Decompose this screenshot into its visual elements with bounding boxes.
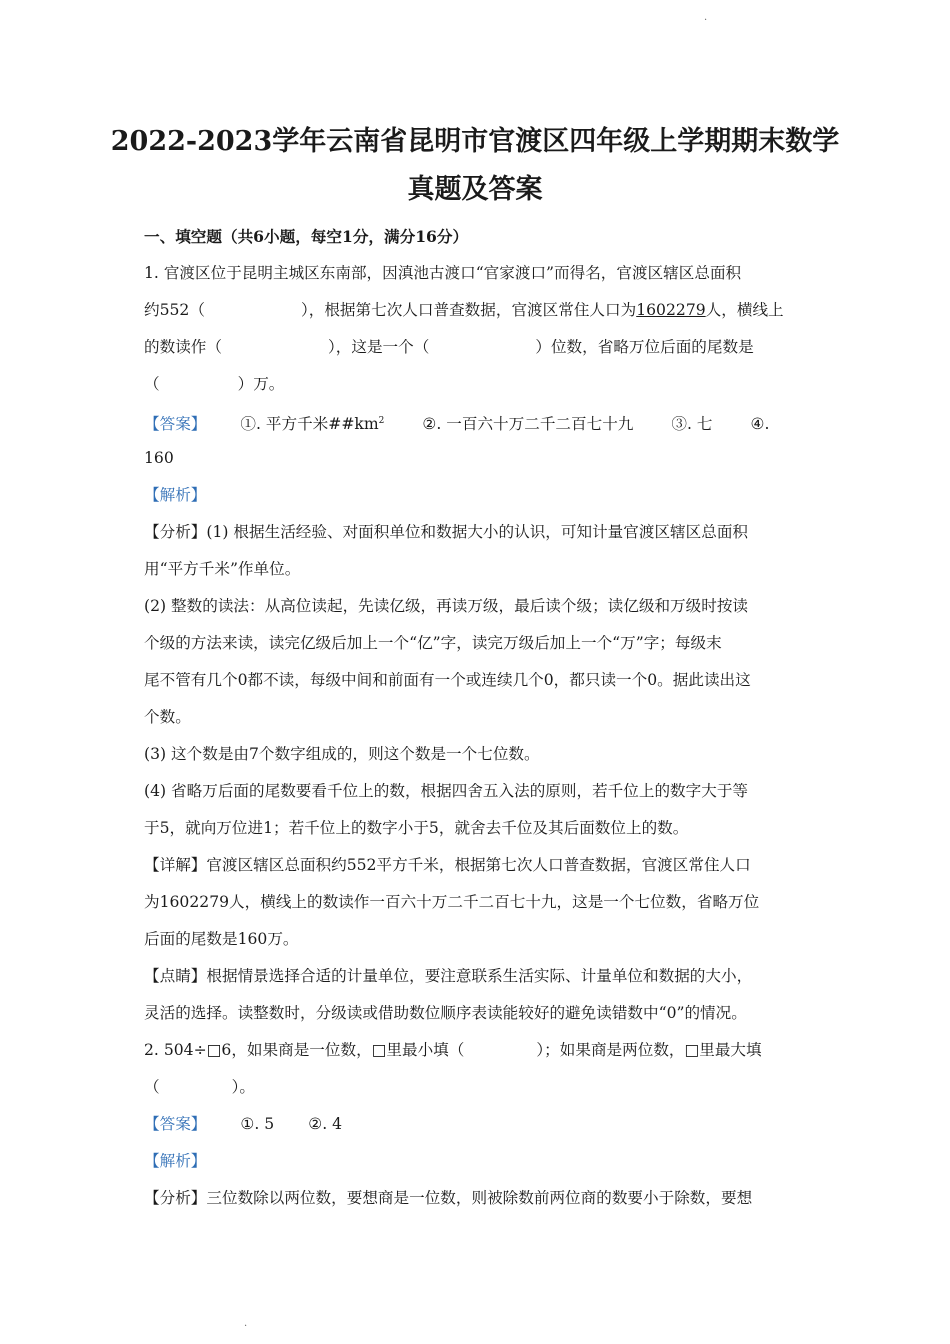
- answer-label: 【答案】: [144, 415, 207, 434]
- answer-label: 【答案】: [144, 1115, 207, 1133]
- q1-detail-2: 为1602279人，横线上的数读作一百六十万二千二百七十九，这是一个七位数，省略万位: [144, 893, 760, 911]
- q1-analysis-2: 用“平方千米”作单位。: [144, 560, 301, 578]
- q2-analysis-1: 【分析】三位数除以两位数，要想商是一位数，则被除数前两位商的数要小于除数，要想: [144, 1189, 753, 1207]
- q1-line-3: 的数读作（ ），这是一个（ ）位数，省略万位后面的尾数是: [144, 338, 754, 356]
- q1-analysis-3: (2) 整数的读法：从高位读起，先读亿级，再读万级，最后读个级；读亿级和万级时按读: [144, 597, 749, 615]
- q1-comment-2: 灵活的选择。读整数时，分级读或借助数位顺序表读能较好的避免读错数中“0”的情况。: [144, 1004, 747, 1022]
- q2-line-1: 2. 504÷□6，如果商是一位数，□里最小填（ ）；如果商是两位数，□里最大填: [144, 1041, 762, 1059]
- q1-analysis-4: 个级的方法来读，读完亿级后加上一个“亿”字，读完万级后加上一个“万”字；每级末: [144, 634, 722, 652]
- q2-answer: 【答案】 ①. 5 ②. 4: [144, 1115, 343, 1133]
- q1-analysis-7: (3) 这个数是由7个数字组成的，则这个数是一个七位数。: [144, 745, 540, 763]
- q1-comment-1: 【点睛】根据情景选择合适的计量单位，要注意联系生活实际、计量单位和数据的大小，: [144, 967, 753, 985]
- q1-analysis-5: 尾不管有几个0都不读，每级中间和前面有一个或连续几个0，都只读一个0。据此读出这: [144, 671, 751, 689]
- header-mark: .: [704, 12, 708, 23]
- document-body: [144, 218, 808, 1217]
- q1-line-1: 1. 官渡区位于昆明主城区东南部，因滇池古渡口“官家渡口”而得名，官渡区辖区总面积: [144, 264, 742, 282]
- section-heading: 一、填空题（共6小题，每空1分，满分16分）: [144, 227, 469, 246]
- q1-analysis-8: (4) 省略万后面的尾数要看千位上的数，根据四舍五入法的原则，若千位上的数字大于等: [144, 782, 749, 800]
- q1-answer: 【答案】 ①. 平方千米$\#\#km^2$ ②. 一百六十万二千二百七十九 ③. 七 ④.: [144, 415, 770, 434]
- q1-analysis-9: 于5，就向万位进1；若千位上的数字小于5，就舍去千位及其后面数位上的数。: [144, 819, 689, 837]
- analysis-label: 【解析】: [144, 486, 207, 504]
- title-line-2: 真题及答案: [407, 174, 543, 205]
- analysis-label: 【解析】: [144, 1152, 207, 1170]
- title-line-1: 2022-2023学年云南省昆明市官渡区四年级上学期期末数学: [110, 126, 840, 157]
- q1-line-2: 约552（ ），根据第七次人口普查数据，官渡区常住人口为1602279人，横线上: [144, 301, 784, 319]
- q1-line-4: （ ）万。: [144, 375, 285, 393]
- q1-detail-3: 后面的尾数是160万。: [144, 930, 299, 948]
- page-title: [100, 118, 850, 214]
- q1-answer-cont: 160: [144, 449, 174, 467]
- q2-line-2: （ ）。: [144, 1078, 255, 1096]
- q1-analysis-6: 个数。: [144, 708, 191, 726]
- footer-mark: .: [244, 1318, 248, 1329]
- q1-detail-1: 【详解】官渡区辖区总面积约552平方千米，根据第七次人口普查数据，官渡区常住人口: [144, 856, 751, 874]
- underlined-number: 1602279: [636, 301, 706, 319]
- q1-analysis-1: 【分析】(1) 根据生活经验、对面积单位和数据大小的认识，可知计量官渡区辖区总面积: [144, 523, 749, 541]
